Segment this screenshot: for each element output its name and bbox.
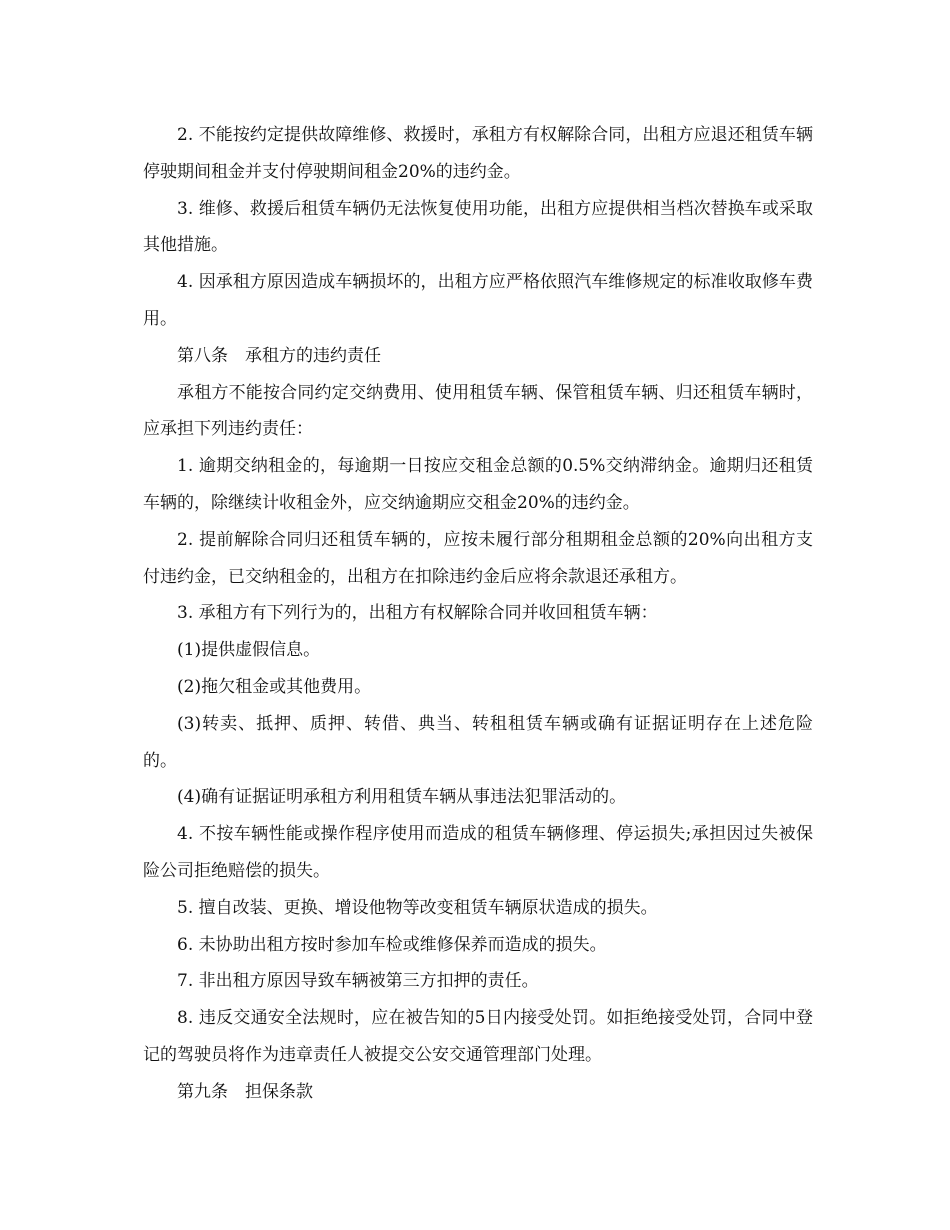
paragraph-clause-7-4: 4. 因承租方原因造成车辆损坏的，出租方应严格依照汽车维修规定的标准收取修车费用。 xyxy=(143,272,813,329)
document-body xyxy=(143,117,813,1111)
paragraph-clause-8-5: 5. 擅自改装、更换、增设他物等改变租赁车辆原状造成的损失。 xyxy=(177,897,658,918)
paragraph-clause-8-3-item-4: (4)确有证据证明承租方利用租赁车辆从事违法犯罪活动的。 xyxy=(177,787,627,808)
paragraph-clause-8-1: 1. 逾期交纳租金的，每逾期一日按应交租金总额的0.5%交纳滞纳金。逾期归还租赁车辆的，除继续计收租金外，应交纳逾期应交租金20%的违约金。 xyxy=(143,456,813,513)
paragraph-clause-8-2: 2. 提前解除合同归还租赁车辆的，应按未履行部分租期租金总额的20%向出租方支付违约金，已交纳租金的，出租方在扣除违约金后应将余款退还承租方。 xyxy=(143,529,813,587)
paragraph-clause-7-2: 2. 不能按约定提供故障维修、救援时，承租方有权解除合同，出租方应退还租赁车辆停驶期间租金并支付停驶期间租金20%的违约金。 xyxy=(143,125,813,182)
paragraph-clause-8-3: 3. 承租方有下列行为的，出租方有权解除合同并收回租赁车辆： xyxy=(177,603,658,624)
paragraph-clause-8-3-item-2: (2)拖欠租金或其他费用。 xyxy=(177,676,372,697)
paragraph-clause-8-7: 7. 非出租方原因导致车辆被第三方扣押的责任。 xyxy=(177,971,539,992)
paragraph-article-8-intro: 承租方不能按合同约定交纳费用、使用租赁车辆、保管租赁车辆、归还租赁车辆时，应承担下列违约责任： xyxy=(143,382,813,440)
section-heading-article-9: 第九条 担保条款 xyxy=(177,1081,313,1102)
paragraph-clause-8-6: 6. 未协助出租方按时参加车检或维修保养而造成的损失。 xyxy=(177,934,607,955)
section-heading-article-8: 第八条 承租方的违约责任 xyxy=(177,345,381,366)
paragraph-clause-8-3-item-3: (3)转卖、抵押、质押、转借、典当、转租租赁车辆或确有证据证明存在上述危险的。 xyxy=(143,713,813,771)
paragraph-clause-8-3-item-1: (1)提供虚假信息。 xyxy=(177,640,321,661)
paragraph-clause-8-8: 8. 违反交通安全法规时，应在被告知的5日内接受处罚。如拒绝接受处罚，合同中登记的驾驶员将作为违章责任人被提交公安交通管理部门处理。 xyxy=(143,1008,813,1065)
paragraph-clause-8-4: 4. 不按车辆性能或操作程序使用而造成的租赁车辆修理、停运损失;承担因过失被保险公司拒绝赔偿的损失。 xyxy=(143,824,813,881)
paragraph-clause-7-3: 3. 维修、救援后租赁车辆仍无法恢复使用功能，出租方应提供相当档次替换车或采取其他措施。 xyxy=(143,198,813,256)
